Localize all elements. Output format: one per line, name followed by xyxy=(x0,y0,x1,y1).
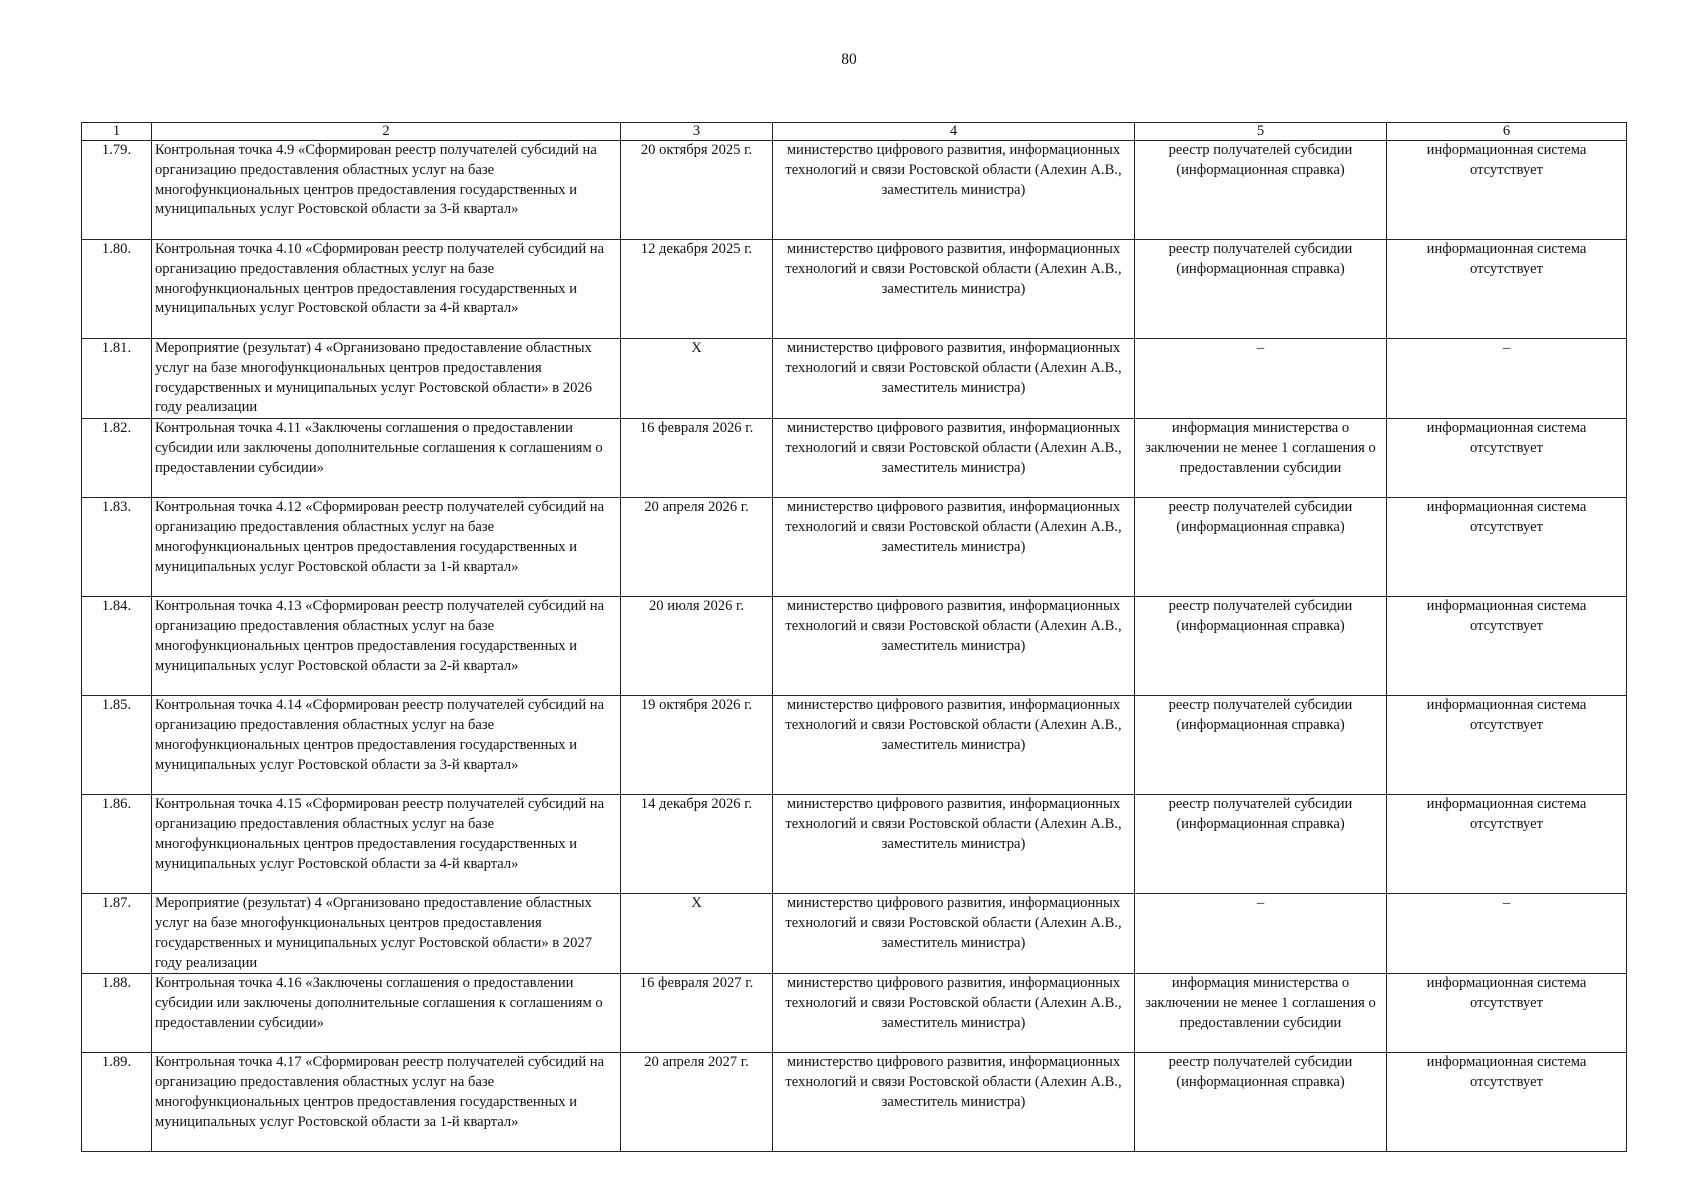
header-row xyxy=(82,123,1627,141)
row-number: 1.87. xyxy=(82,894,152,974)
row-date: 20 июля 2026 г. xyxy=(621,597,773,696)
row-date: X xyxy=(621,894,773,974)
row-number: 1.82. xyxy=(82,419,152,498)
row-date: 16 февраля 2026 г. xyxy=(621,419,773,498)
table-row xyxy=(82,894,1627,974)
row-document: – xyxy=(1135,339,1387,419)
row-system: информационная система отсутствует xyxy=(1387,597,1627,696)
row-system: информационная система отсутствует xyxy=(1387,696,1627,795)
row-name: Мероприятие (результат) 4 «Организовано предоставление областных услуг на базе многофункциональных центров предоставления государственных и муниципальных услуг Ростовской области» в 2026 году реализации xyxy=(152,339,621,419)
row-number: 1.86. xyxy=(82,795,152,894)
row-name: Мероприятие (результат) 4 «Организовано предоставление областных услуг на базе многофункциональных центров предоставления государственных и муниципальных услуг Ростовской области» в 2027 году реализации xyxy=(152,894,621,974)
plan-table xyxy=(81,122,1627,1152)
row-name: Контрольная точка 4.17 «Сформирован реестр получателей субсидий на организацию предоставления областных услуг на базе многофункциональных центров предоставления государственных и муниципальных услуг Ростовской области за 1-й квартал» xyxy=(152,1053,621,1152)
row-date: 20 октября 2025 г. xyxy=(621,141,773,240)
row-system: информационная система отсутствует xyxy=(1387,795,1627,894)
row-date: 20 апреля 2026 г. xyxy=(621,498,773,597)
row-name: Контрольная точка 4.9 «Сформирован реестр получателей субсидий на организацию предоставления областных услуг на базе многофункциональных центров предоставления государственных и муниципальных услуг Ростовской области за 3-й квартал» xyxy=(152,141,621,240)
row-system: информационная система отсутствует xyxy=(1387,419,1627,498)
row-document: реестр получателей субсидии (информационная справка) xyxy=(1135,141,1387,240)
row-date: 14 декабря 2026 г. xyxy=(621,795,773,894)
row-document: – xyxy=(1135,894,1387,974)
row-system: информационная система отсутствует xyxy=(1387,498,1627,597)
row-document: реестр получателей субсидии (информационная справка) xyxy=(1135,696,1387,795)
table-row xyxy=(82,141,1627,240)
row-system: информационная система отсутствует xyxy=(1387,141,1627,240)
row-responsible: министерство цифрового развития, информационных технологий и связи Ростовской области (Алехин А.В., заместитель министра) xyxy=(773,974,1135,1053)
row-document: реестр получателей субсидии (информационная справка) xyxy=(1135,795,1387,894)
row-name: Контрольная точка 4.11 «Заключены соглашения о предоставлении субсидии или заключены дополнительные соглашения к соглашениям о предоставлении субсидии» xyxy=(152,419,621,498)
row-responsible: министерство цифрового развития, информационных технологий и связи Ростовской области (Алехин А.В., заместитель министра) xyxy=(773,795,1135,894)
row-number: 1.83. xyxy=(82,498,152,597)
row-name: Контрольная точка 4.12 «Сформирован реестр получателей субсидий на организацию предоставления областных услуг на базе многофункциональных центров предоставления государственных и муниципальных услуг Ростовской области за 1-й квартал» xyxy=(152,498,621,597)
row-system: – xyxy=(1387,339,1627,419)
row-document: реестр получателей субсидии (информационная справка) xyxy=(1135,597,1387,696)
table-row xyxy=(82,498,1627,597)
column-header: 4 xyxy=(773,123,1135,141)
row-responsible: министерство цифрового развития, информационных технологий и связи Ростовской области (Алехин А.В., заместитель министра) xyxy=(773,696,1135,795)
row-responsible: министерство цифрового развития, информационных технологий и связи Ростовской области (Алехин А.В., заместитель министра) xyxy=(773,339,1135,419)
row-document: информация министерства о заключении не менее 1 соглашения о предоставлении субсидии xyxy=(1135,974,1387,1053)
row-system: – xyxy=(1387,894,1627,974)
row-responsible: министерство цифрового развития, информационных технологий и связи Ростовской области (Алехин А.В., заместитель министра) xyxy=(773,419,1135,498)
table-row xyxy=(82,339,1627,419)
row-date: 19 октября 2026 г. xyxy=(621,696,773,795)
row-number: 1.84. xyxy=(82,597,152,696)
page-number: 80 xyxy=(841,51,857,68)
row-document: реестр получателей субсидии (информационная справка) xyxy=(1135,240,1387,339)
table-row xyxy=(82,240,1627,339)
row-system: информационная система отсутствует xyxy=(1387,240,1627,339)
row-name: Контрольная точка 4.13 «Сформирован реестр получателей субсидий на организацию предоставления областных услуг на базе многофункциональных центров предоставления государственных и муниципальных услуг Ростовской области за 2-й квартал» xyxy=(152,597,621,696)
row-responsible: министерство цифрового развития, информационных технологий и связи Ростовской области (Алехин А.В., заместитель министра) xyxy=(773,240,1135,339)
table-row xyxy=(82,974,1627,1053)
row-number: 1.81. xyxy=(82,339,152,419)
column-header: 6 xyxy=(1387,123,1627,141)
table-row xyxy=(82,795,1627,894)
row-name: Контрольная точка 4.16 «Заключены соглашения о предоставлении субсидии или заключены дополнительные соглашения к соглашениям о предоставлении субсидии» xyxy=(152,974,621,1053)
row-responsible: министерство цифрового развития, информационных технологий и связи Ростовской области (Алехин А.В., заместитель министра) xyxy=(773,894,1135,974)
row-responsible: министерство цифрового развития, информационных технологий и связи Ростовской области (Алехин А.В., заместитель министра) xyxy=(773,141,1135,240)
row-number: 1.79. xyxy=(82,141,152,240)
row-date: 20 апреля 2027 г. xyxy=(621,1053,773,1152)
table-row xyxy=(82,696,1627,795)
row-name: Контрольная точка 4.14 «Сформирован реестр получателей субсидий на организацию предоставления областных услуг на базе многофункциональных центров предоставления государственных и муниципальных услуг Ростовской области за 3-й квартал» xyxy=(152,696,621,795)
row-name: Контрольная точка 4.15 «Сформирован реестр получателей субсидий на организацию предоставления областных услуг на базе многофункциональных центров предоставления государственных и муниципальных услуг Ростовской области за 4-й квартал» xyxy=(152,795,621,894)
row-responsible: министерство цифрового развития, информационных технологий и связи Ростовской области (Алехин А.В., заместитель министра) xyxy=(773,1053,1135,1152)
row-document: реестр получателей субсидии (информационная справка) xyxy=(1135,1053,1387,1152)
column-header: 2 xyxy=(152,123,621,141)
row-system: информационная система отсутствует xyxy=(1387,1053,1627,1152)
table-row xyxy=(82,1053,1627,1152)
row-responsible: министерство цифрового развития, информационных технологий и связи Ростовской области (Алехин А.В., заместитель министра) xyxy=(773,498,1135,597)
table-row xyxy=(82,419,1627,498)
row-document: реестр получателей субсидии (информационная справка) xyxy=(1135,498,1387,597)
column-header: 1 xyxy=(82,123,152,141)
row-number: 1.80. xyxy=(82,240,152,339)
row-number: 1.89. xyxy=(82,1053,152,1152)
row-date: X xyxy=(621,339,773,419)
row-date: 16 февраля 2027 г. xyxy=(621,974,773,1053)
table-row xyxy=(82,597,1627,696)
row-system: информационная система отсутствует xyxy=(1387,974,1627,1053)
row-number: 1.85. xyxy=(82,696,152,795)
column-header: 5 xyxy=(1135,123,1387,141)
row-name: Контрольная точка 4.10 «Сформирован реестр получателей субсидий на организацию предоставления областных услуг на базе многофункциональных центров предоставления государственных и муниципальных услуг Ростовской области за 4-й квартал» xyxy=(152,240,621,339)
column-header: 3 xyxy=(621,123,773,141)
row-responsible: министерство цифрового развития, информационных технологий и связи Ростовской области (Алехин А.В., заместитель министра) xyxy=(773,597,1135,696)
row-document: информация министерства о заключении не менее 1 соглашения о предоставлении субсидии xyxy=(1135,419,1387,498)
row-date: 12 декабря 2025 г. xyxy=(621,240,773,339)
row-number: 1.88. xyxy=(82,974,152,1053)
